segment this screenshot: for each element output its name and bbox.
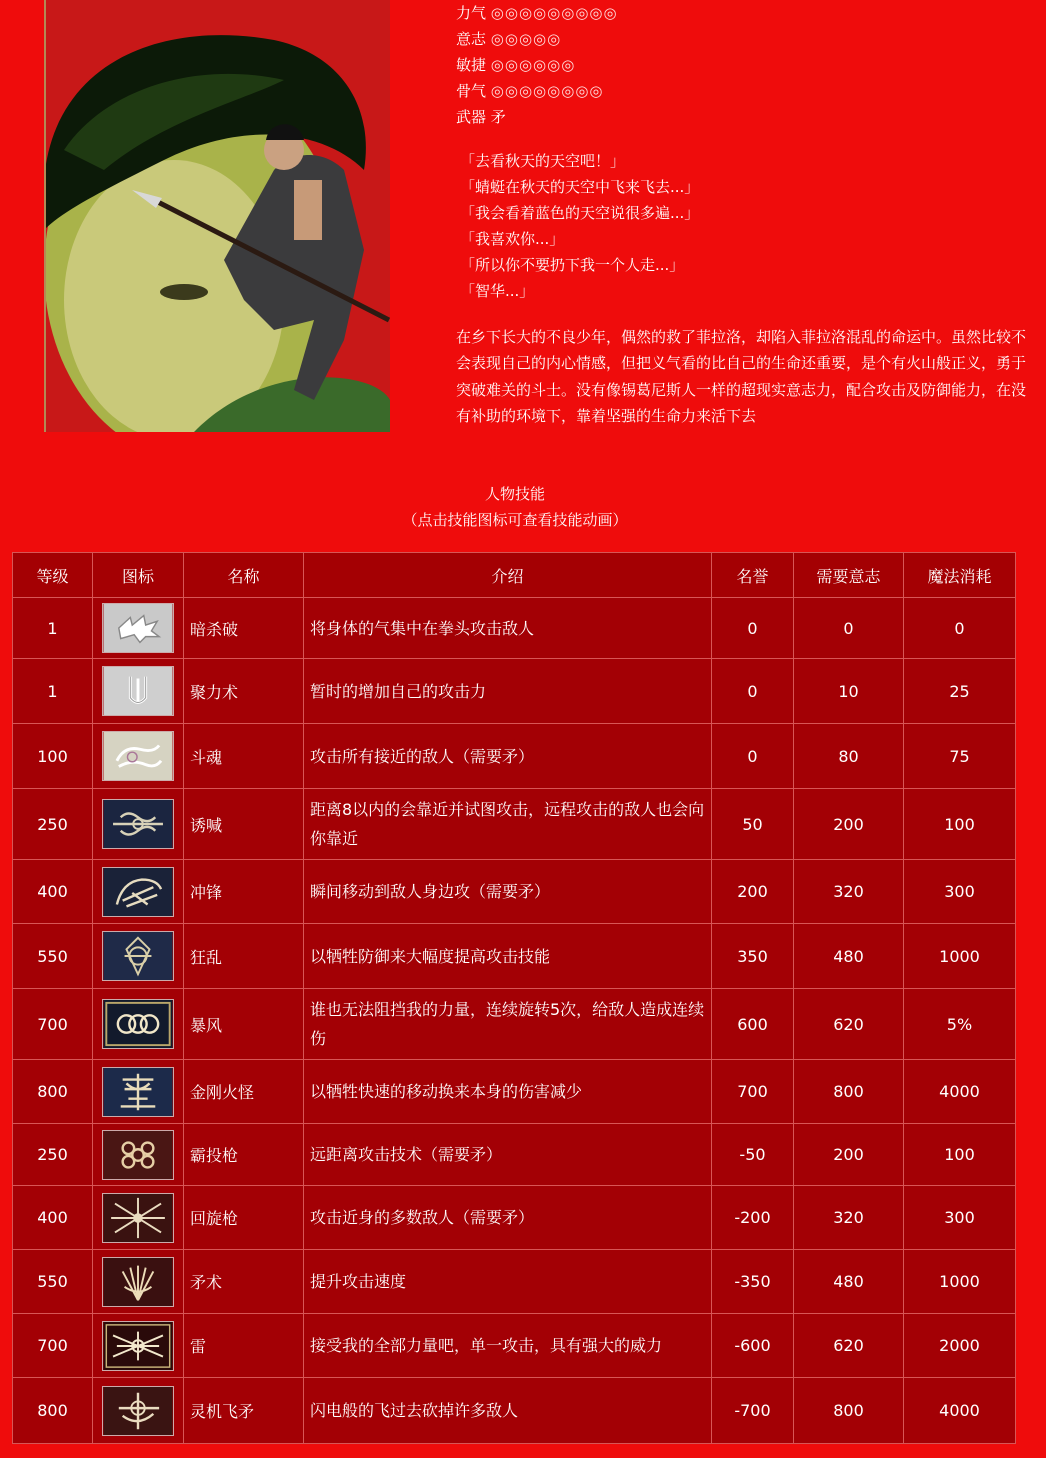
skill-mana: 4000 — [904, 1378, 1016, 1444]
skill-desc: 提升攻击速度 — [304, 1250, 712, 1314]
skill-level: 250 — [13, 789, 93, 860]
skill-fame: 600 — [712, 989, 794, 1060]
charge-icon[interactable] — [102, 867, 174, 917]
stat-strength — [456, 0, 1036, 26]
skill-icon-cell — [93, 1314, 184, 1378]
table-row — [13, 724, 1016, 789]
skill-level: 400 — [13, 1186, 93, 1250]
skill-icon-cell — [93, 724, 184, 789]
table-row — [13, 1378, 1016, 1444]
skill-icon-cell — [93, 924, 184, 989]
skill-desc: 谁也无法阻挡我的力量，连续旋转5次，给敌人造成连续伤 — [304, 989, 712, 1060]
skill-desc: 闪电般的飞过去砍掉许多敌人 — [304, 1378, 712, 1444]
frenzy-icon[interactable] — [102, 931, 174, 981]
skill-icon-cell — [93, 989, 184, 1060]
skill-name: 聚力术 — [184, 659, 304, 724]
skill-name: 暗杀破 — [184, 598, 304, 659]
table-row — [13, 789, 1016, 860]
weapon-row — [456, 104, 1036, 130]
skill-desc: 瞬间移动到敌人身边攻（需要矛） — [304, 860, 712, 924]
shatter-burst-icon[interactable] — [102, 603, 174, 653]
header-icon: 图标 — [93, 553, 184, 598]
header-desc: 介绍 — [304, 553, 712, 598]
skill-icon-cell — [93, 659, 184, 724]
skill-will: 480 — [794, 924, 904, 989]
header-level: 等级 — [13, 553, 93, 598]
skill-will: 10 — [794, 659, 904, 724]
skill-mana: 75 — [904, 724, 1016, 789]
skill-level: 250 — [13, 1124, 93, 1186]
skills-title: 人物技能 — [484, 485, 545, 503]
weapon-value: 矛 — [490, 108, 506, 126]
table-row — [13, 989, 1016, 1060]
quote-block — [456, 148, 1036, 304]
skill-will: 800 — [794, 1060, 904, 1124]
skill-icon-cell — [93, 1124, 184, 1186]
skill-name: 金刚火怪 — [184, 1060, 304, 1124]
quote-line: 「我会看着蓝色的天空说很多遍...」 — [460, 204, 700, 222]
fighting-soul-icon[interactable] — [102, 731, 174, 781]
stat-label: 力气 — [456, 4, 487, 22]
skill-fame: -600 — [712, 1314, 794, 1378]
skill-fame: 0 — [712, 659, 794, 724]
skill-will: 620 — [794, 1314, 904, 1378]
skill-level: 700 — [13, 1314, 93, 1378]
power-gather-icon[interactable] — [102, 666, 174, 716]
stat-dots: ◎◎◎◎◎◎◎◎ — [490, 82, 604, 100]
spear-art-icon[interactable] — [102, 1257, 174, 1307]
skill-mana: 2000 — [904, 1314, 1016, 1378]
skill-desc: 将身体的气集中在拳头攻击敌人 — [304, 598, 712, 659]
skill-name: 霸投枪 — [184, 1124, 304, 1186]
skill-table — [12, 552, 1016, 1444]
weapon-label: 武器 — [456, 108, 487, 126]
skill-name: 雷 — [184, 1314, 304, 1378]
character-portrait — [44, 0, 390, 432]
skill-mana: 5% — [904, 989, 1016, 1060]
quote-line: 「去看秋天的天空吧！」 — [460, 152, 626, 170]
skill-desc: 远距离攻击技术（需要矛） — [304, 1124, 712, 1186]
skill-mana: 25 — [904, 659, 1016, 724]
quote-line: 「我喜欢你...」 — [460, 230, 565, 248]
whirl-spear-icon[interactable] — [102, 1193, 174, 1243]
skill-will: 200 — [794, 1124, 904, 1186]
skill-level: 1 — [13, 659, 93, 724]
skill-fame: 350 — [712, 924, 794, 989]
skill-level: 550 — [13, 924, 93, 989]
skill-will: 80 — [794, 724, 904, 789]
skill-name: 诱喊 — [184, 789, 304, 860]
stat-backbone — [456, 78, 1036, 104]
header-name: 名称 — [184, 553, 304, 598]
character-info — [456, 0, 1036, 430]
skill-mana: 1000 — [904, 924, 1016, 989]
skill-fame: 50 — [712, 789, 794, 860]
skill-icon-cell — [93, 1186, 184, 1250]
skill-level: 100 — [13, 724, 93, 789]
skill-level: 800 — [13, 1060, 93, 1124]
skill-will: 0 — [794, 598, 904, 659]
character-bio: 在乡下长大的不良少年，偶然的救了菲拉洛，却陷入菲拉洛混乱的命运中。虽然比较不会表现自己的内心情感，但把义气看的比自己的生命还重要，是个有火山般正义，勇于突破难关的斗士。没有像锡葛尼斯人一样的超现实意志力，配合攻击及防御能力，在没有补助的环境下，靠着坚强的生命力来活下去 — [456, 328, 1027, 426]
stats-list — [456, 0, 1036, 130]
skill-level: 550 — [13, 1250, 93, 1314]
skill-mana: 100 — [904, 1124, 1016, 1186]
header-mana: 魔法消耗 — [904, 553, 1016, 598]
storm-icon[interactable] — [102, 999, 174, 1049]
stat-dots: ◎◎◎◎◎ — [490, 30, 562, 48]
skill-icon-cell — [93, 1060, 184, 1124]
skill-desc: 以牺牲防御来大幅度提高攻击技能 — [304, 924, 712, 989]
skill-mana: 4000 — [904, 1060, 1016, 1124]
skill-will: 320 — [794, 860, 904, 924]
stat-label: 骨气 — [456, 82, 487, 100]
skill-fame: -700 — [712, 1378, 794, 1444]
stat-dots: ◎◎◎◎◎◎ — [490, 56, 576, 74]
skill-fame: 0 — [712, 598, 794, 659]
spear-throw-icon[interactable] — [102, 1130, 174, 1180]
quote-line: 「所以你不要扔下我一个人走...」 — [460, 256, 685, 274]
portrait-border — [44, 0, 46, 432]
header-will: 需要意志 — [794, 553, 904, 598]
skill-desc: 接受我的全部力量吧，单一攻击，具有强大的威力 — [304, 1314, 712, 1378]
table-row — [13, 1186, 1016, 1250]
skill-name: 暴风 — [184, 989, 304, 1060]
skill-fame: 0 — [712, 724, 794, 789]
skill-level: 400 — [13, 860, 93, 924]
skill-icon-cell — [93, 598, 184, 659]
table-row — [13, 924, 1016, 989]
skill-will: 200 — [794, 789, 904, 860]
skill-mana: 1000 — [904, 1250, 1016, 1314]
thunder-icon[interactable] — [102, 1321, 174, 1371]
skill-level: 700 — [13, 989, 93, 1060]
skill-mana: 0 — [904, 598, 1016, 659]
skills-heading — [0, 481, 1030, 533]
flying-spear-icon[interactable] — [102, 1386, 174, 1436]
table-row — [13, 1124, 1016, 1186]
stat-will — [456, 26, 1036, 52]
quote-line: 「蜻蜓在秋天的天空中飞来飞去...」 — [460, 178, 700, 196]
quote-line: 「智华...」 — [460, 282, 535, 300]
skill-fame: -50 — [712, 1124, 794, 1186]
skill-name: 冲锋 — [184, 860, 304, 924]
skill-desc: 攻击所有接近的敌人（需要矛） — [304, 724, 712, 789]
skills-hint: （点击技能图标可查看技能动画） — [402, 511, 628, 529]
skill-desc: 暂时的增加自己的攻击力 — [304, 659, 712, 724]
table-row — [13, 598, 1016, 659]
skill-name: 狂乱 — [184, 924, 304, 989]
skill-will: 800 — [794, 1378, 904, 1444]
skill-name: 回旋枪 — [184, 1186, 304, 1250]
vajra-fire-icon[interactable] — [102, 1067, 174, 1117]
skill-fame: -200 — [712, 1186, 794, 1250]
skill-will: 620 — [794, 989, 904, 1060]
stat-dots: ◎◎◎◎◎◎◎◎◎ — [490, 4, 618, 22]
table-header-row — [13, 553, 1016, 598]
skill-will: 480 — [794, 1250, 904, 1314]
skill-level: 800 — [13, 1378, 93, 1444]
skill-desc: 以牺牲快速的移动换来本身的伤害减少 — [304, 1060, 712, 1124]
skill-icon-cell — [93, 1378, 184, 1444]
skill-level: 1 — [13, 598, 93, 659]
skill-name: 灵机飞矛 — [184, 1378, 304, 1444]
stat-label: 敏捷 — [456, 56, 487, 74]
skill-mana: 300 — [904, 860, 1016, 924]
table-row — [13, 659, 1016, 724]
skill-mana: 100 — [904, 789, 1016, 860]
skill-fame: -350 — [712, 1250, 794, 1314]
stat-label: 意志 — [456, 30, 487, 48]
skill-mana: 300 — [904, 1186, 1016, 1250]
table-row — [13, 860, 1016, 924]
skill-icon-cell — [93, 1250, 184, 1314]
skill-fame: 200 — [712, 860, 794, 924]
table-row — [13, 1250, 1016, 1314]
taunt-icon[interactable] — [102, 799, 174, 849]
skill-will: 320 — [794, 1186, 904, 1250]
skill-name: 矛术 — [184, 1250, 304, 1314]
skill-name: 斗魂 — [184, 724, 304, 789]
skill-desc: 距离8以内的会靠近并试图攻击，远程攻击的敌人也会向你靠近 — [304, 789, 712, 860]
table-row — [13, 1314, 1016, 1378]
skill-fame: 700 — [712, 1060, 794, 1124]
header-fame: 名誉 — [712, 553, 794, 598]
skill-desc: 攻击近身的多数敌人（需要矛） — [304, 1186, 712, 1250]
skill-icon-cell — [93, 789, 184, 860]
table-row — [13, 1060, 1016, 1124]
skill-icon-cell — [93, 860, 184, 924]
stat-agility — [456, 52, 1036, 78]
